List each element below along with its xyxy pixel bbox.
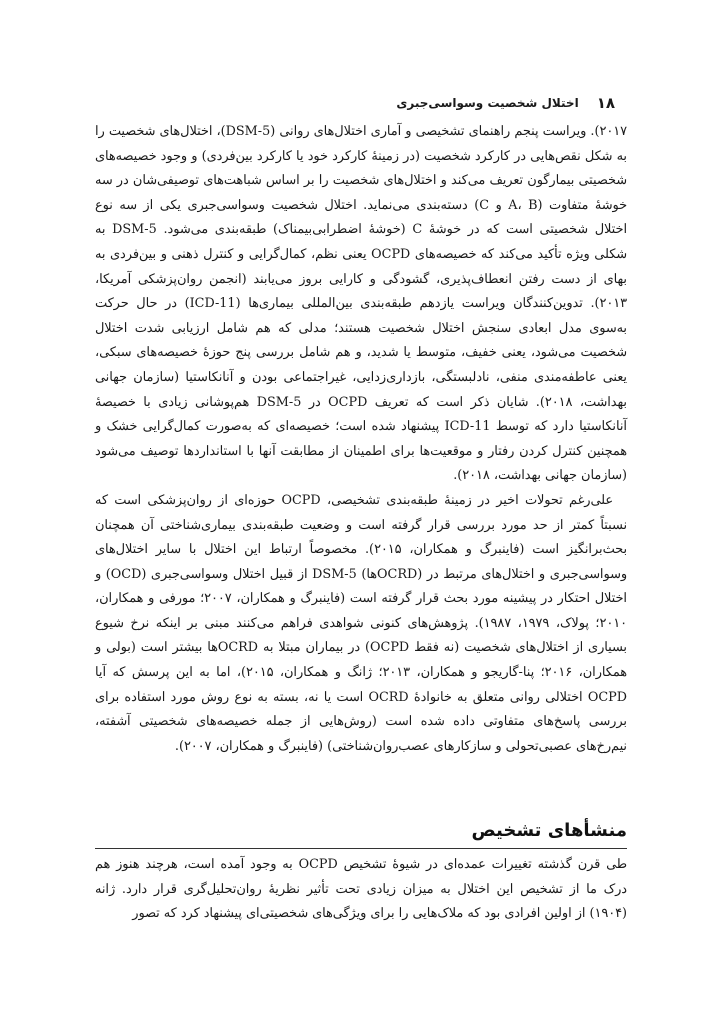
- paragraph-1: ۲۰۱۷). ویراست پنجم راهنمای تشخیصی و آماری اختلال‌های روانی (DSM-5)، اختلال‌های شخصیت را به شکل نقص‌هایی در کارکرد شخصیت (در زمینهٔ کارکرد خود یا کارکرد بین‌فردی) و وجود خصیصه‌های شخصیتی بیمارگون تعریف می‌کند و اختلال‌های شخصیت را بر اساس شباهت‌های توصیفی‌شان در سه خوشهٔ متفاوت (A، B و C) دسته‌بندی می‌نماید. اختلال شخصیت وسواسی‌جبری یکی از سه نوع اختلال شخصیتی است که در خوشهٔ C (خوشهٔ اضطرابی‌بیمناک) طبقه‌بندی می‌شود. DSM-5 به شکلی ویژه تأکید می‌کند که خصیصه‌های OCPD یعنی نظم، کمال‌گرایی و کنترل ذهنی و بین‌فردی به بهای از دست رفتن انعطاف‌پذیری، گشودگی و کارایی بروز می‌یابند (انجمن روان‌پزشکی آمریکا، ۲۰۱۳). تدوین‌کنندگان ویراست یازدهم طبقه‌بندی بین‌المللی بیماری‌ها (ICD-11) در حال حرکت به‌سوی مدل ابعادی سنجش اختلال شخصیت هستند؛ مدلی که هم شامل ارزیابی شدت اختلال شخصیت می‌شود، یعنی خفیف، متوسط یا شدید، و هم شامل بررسی پنج حوزهٔ خصیصه‌های سبکی، یعنی عاطفه‌مندی منفی، نادلبستگی، بازداری‌زدایی، غیراجتماعی بودن و آنانکاستیا (سازمان جهانی بهداشت، ۲۰۱۸). شایان ذکر است که تعریف OCPD در DSM-5 هم‌پوشانی زیادی با خصیصهٔ آنانکاستیا دارد که توسط ICD-11 پیشنهاد شده است؛ خصیصه‌ای که به‌صورت کمال‌گرایی خشک و همچنین کنترل کردن رفتار و موقعیت‌ها برای اطمینان از مطابقت آنها با استانداردها توصیف می‌شود (سازمان جهانی بهداشت، ۲۰۱۸).: [95, 124, 628, 484]
- paragraph-2: علی‌رغم تحولات اخیر در زمینهٔ طبقه‌بندی تشخیصی، OCPD حوزه‌ای از روان‌پزشکی است که نسبتاً کمتر از حد مورد بررسی قرار گرفته است و وضعیت طبقه‌بندی بیماری‌شناختی آن همچنان بحث‌برانگیز است (فاینبرگ و همکاران، ۲۰۱۵). مخصوصاً ارتباط این اختلال با سایر اختلال‌های وسواسی‌جبری و اختلال‌های مرتبط در (OCRDها) DSM-5 از قبیل اختلال وسواسی‌جبری (OCD) و اختلال احتکار در پیشینه مورد بحث قرار گرفته است (فاینبرگ و همکاران، ۲۰۰۷؛ مورفی و همکاران، ۲۰۱۰؛ پولاک، ۱۹۷۹، ۱۹۸۷). پژوهش‌های کنونی شواهدی فراهم می‌کنند مبنی بر اینکه نرخ شیوع بسیاری از اختلال‌های شخصیت (نه فقط OCPD) در بیماران مبتلا به OCRDها بیشتر است (بولی و همکاران، ۲۰۱۶؛ پنا-گاریجو و همکاران، ۲۰۱۳؛ ژانگ و همکاران، ۲۰۱۵)، اما به این پرسش که آیا OCPD اختلالی روانی متعلق به خانوادهٔ OCRD است یا نه، بسته به نوع روش مورد استفاده برای بررسی پاسخ‌های متفاوتی داده شده است (روش‌هایی از جمله خصیصه‌های شخصیتی آشفته، نیم‌رخ‌های عصبی‌تحولی و سازکارهای عصب‌روان‌شناختی) (فاینبرگ و همکاران، ۲۰۰۷).: [95, 492, 628, 754]
- section-heading: منشأهای تشخیص: [471, 820, 627, 841]
- running-title: اختلال شخصیت وسواسی‌جبری: [396, 96, 579, 110]
- body-text: [95, 120, 627, 759]
- section-divider: [95, 848, 627, 849]
- page-number: ۱۸: [596, 94, 615, 112]
- section-paragraph-1: طی قرن گذشته تغییرات عمده‌ای در شیوهٔ تشخیص OCPD به وجود آمده است، هرچند هنوز هم درک ما از تشخیص این اختلال به میزان زیادی تحت تأثیر نظریهٔ روان‌تحلیل‌گری قرار دارد. ژانه (۱۹۰۴) از اولین افرادی بود که ملاک‌هایی را برای ویژگی‌های شخصیتی‌ای پیشنهاد کرد که تصور: [95, 857, 627, 922]
- running-head: [95, 92, 615, 114]
- section-body: [95, 853, 627, 927]
